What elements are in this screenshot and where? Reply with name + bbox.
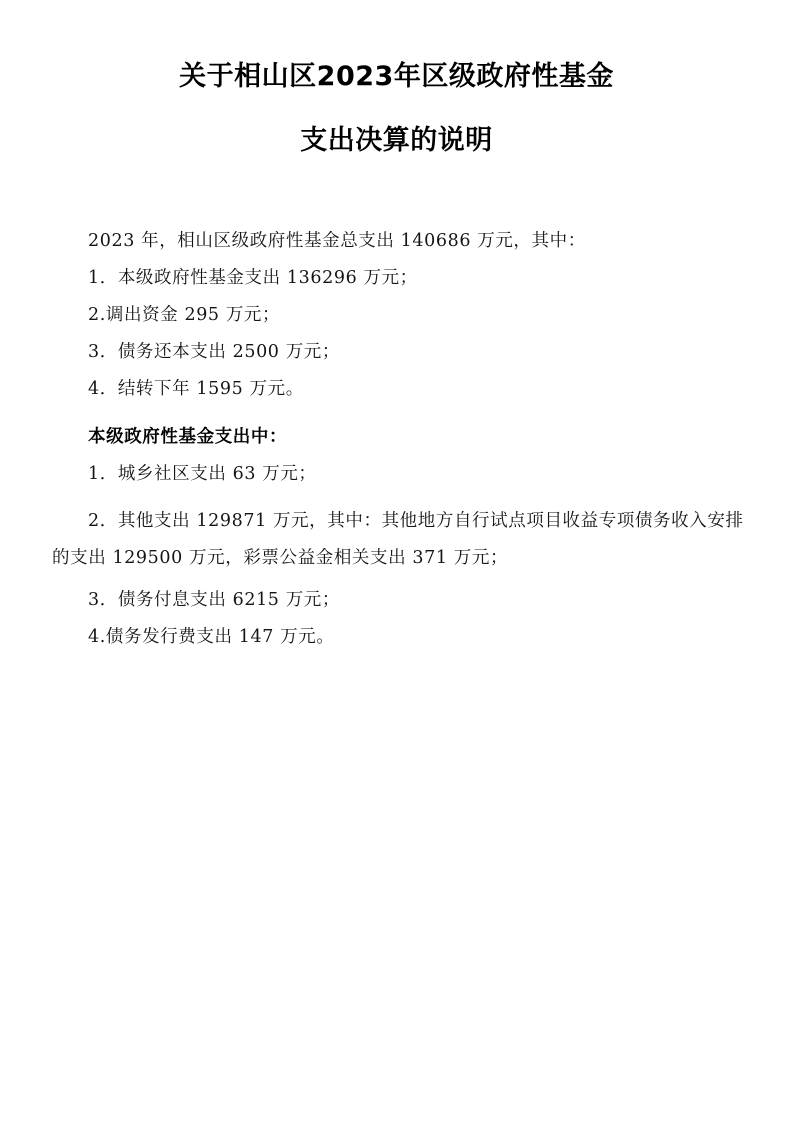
section-heading: 本级政府性基金支出中： bbox=[88, 427, 288, 447]
document-title-line-1: 关于相山区2023年区级政府性基金 bbox=[179, 61, 614, 92]
paragraph-summary: 2023 年，相山区级政府性基金总支出 140686 万元，其中： bbox=[88, 231, 586, 251]
list-item-1: 1．城乡社区支出 63 万元； bbox=[88, 464, 317, 484]
list-item-2: 2．其他支出 129871 万元，其中：其他地方自行试点项目收益专项债务收入安排的支出 129500 万元，彩票公益金相关支出 371 万元； bbox=[52, 511, 744, 568]
paragraph-item-1: 1．本级政府性基金支出 136296 万元； bbox=[88, 268, 418, 288]
paragraph-item-2: 2.调出资金 295 万元； bbox=[88, 305, 281, 325]
document-title-line-2: 支出决算的说明 bbox=[300, 125, 493, 156]
paragraph-item-4: 4．结转下年 1595 万元。 bbox=[88, 379, 304, 399]
list-item-4: 4.债务发行费支出 147 万元。 bbox=[88, 627, 335, 647]
paragraph-item-3: 3．债务还本支出 2500 万元； bbox=[88, 342, 340, 362]
list-item-3: 3．债务付息支出 6215 万元； bbox=[88, 590, 340, 610]
